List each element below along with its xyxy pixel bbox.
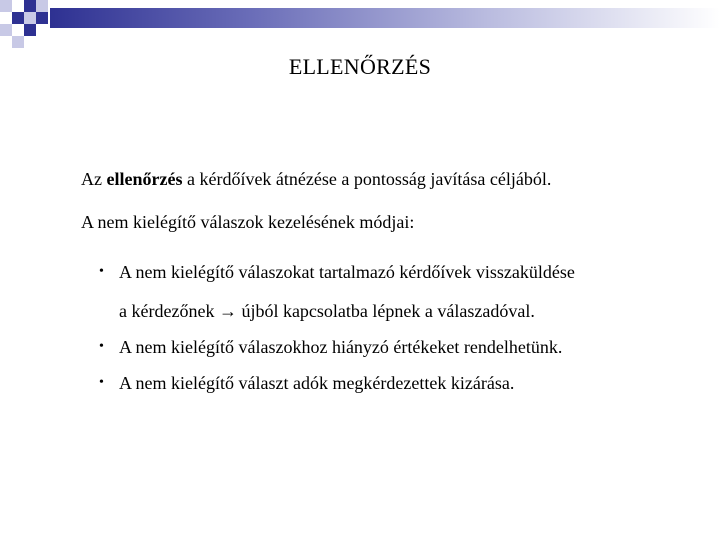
intro-paragraph — [81, 166, 701, 192]
decor-square — [36, 0, 48, 12]
bullet-text-continued: a kérdezőnek → újból kapcsolatba lépnek a válaszadóval. — [119, 301, 535, 321]
header-decoration — [0, 0, 720, 50]
list-item — [97, 370, 697, 396]
intro-prefix: Az — [81, 169, 107, 189]
decor-square — [24, 24, 36, 36]
decor-square — [24, 12, 36, 24]
decor-square — [36, 12, 48, 24]
bullet-icon: • — [99, 264, 104, 279]
list-item — [97, 334, 697, 360]
decor-square — [0, 24, 12, 36]
slide-body — [81, 166, 701, 235]
methods-heading: A nem kielégítő válaszok kezelésének módjai: — [81, 212, 415, 232]
intro-suffix: a kérdőívek átnézése a pontosság javítása céljából. — [182, 169, 552, 189]
intro-bold-term: ellenőrzés — [106, 169, 183, 189]
slide-title: ELLENŐRZÉS — [288, 54, 432, 79]
bullet-text: A nem kielégítő válaszokhoz hiányzó értékeket rendelhetünk. — [119, 337, 563, 357]
bullet-text: A nem kielégítő választ adók megkérdezettek kizárása. — [119, 373, 515, 393]
decor-square — [12, 0, 24, 12]
decor-square — [24, 0, 36, 12]
decor-square — [12, 36, 24, 48]
bullet-icon: • — [99, 339, 104, 354]
decor-square — [0, 0, 12, 12]
decor-square — [12, 12, 24, 24]
header-gradient-bar — [50, 8, 720, 28]
list-item — [97, 259, 697, 324]
bullet-text: A nem kielégítő válaszokat tartalmazó kérdőívek visszaküldése — [119, 262, 575, 282]
bullet-icon: • — [99, 375, 104, 390]
bullet-list — [97, 259, 697, 396]
